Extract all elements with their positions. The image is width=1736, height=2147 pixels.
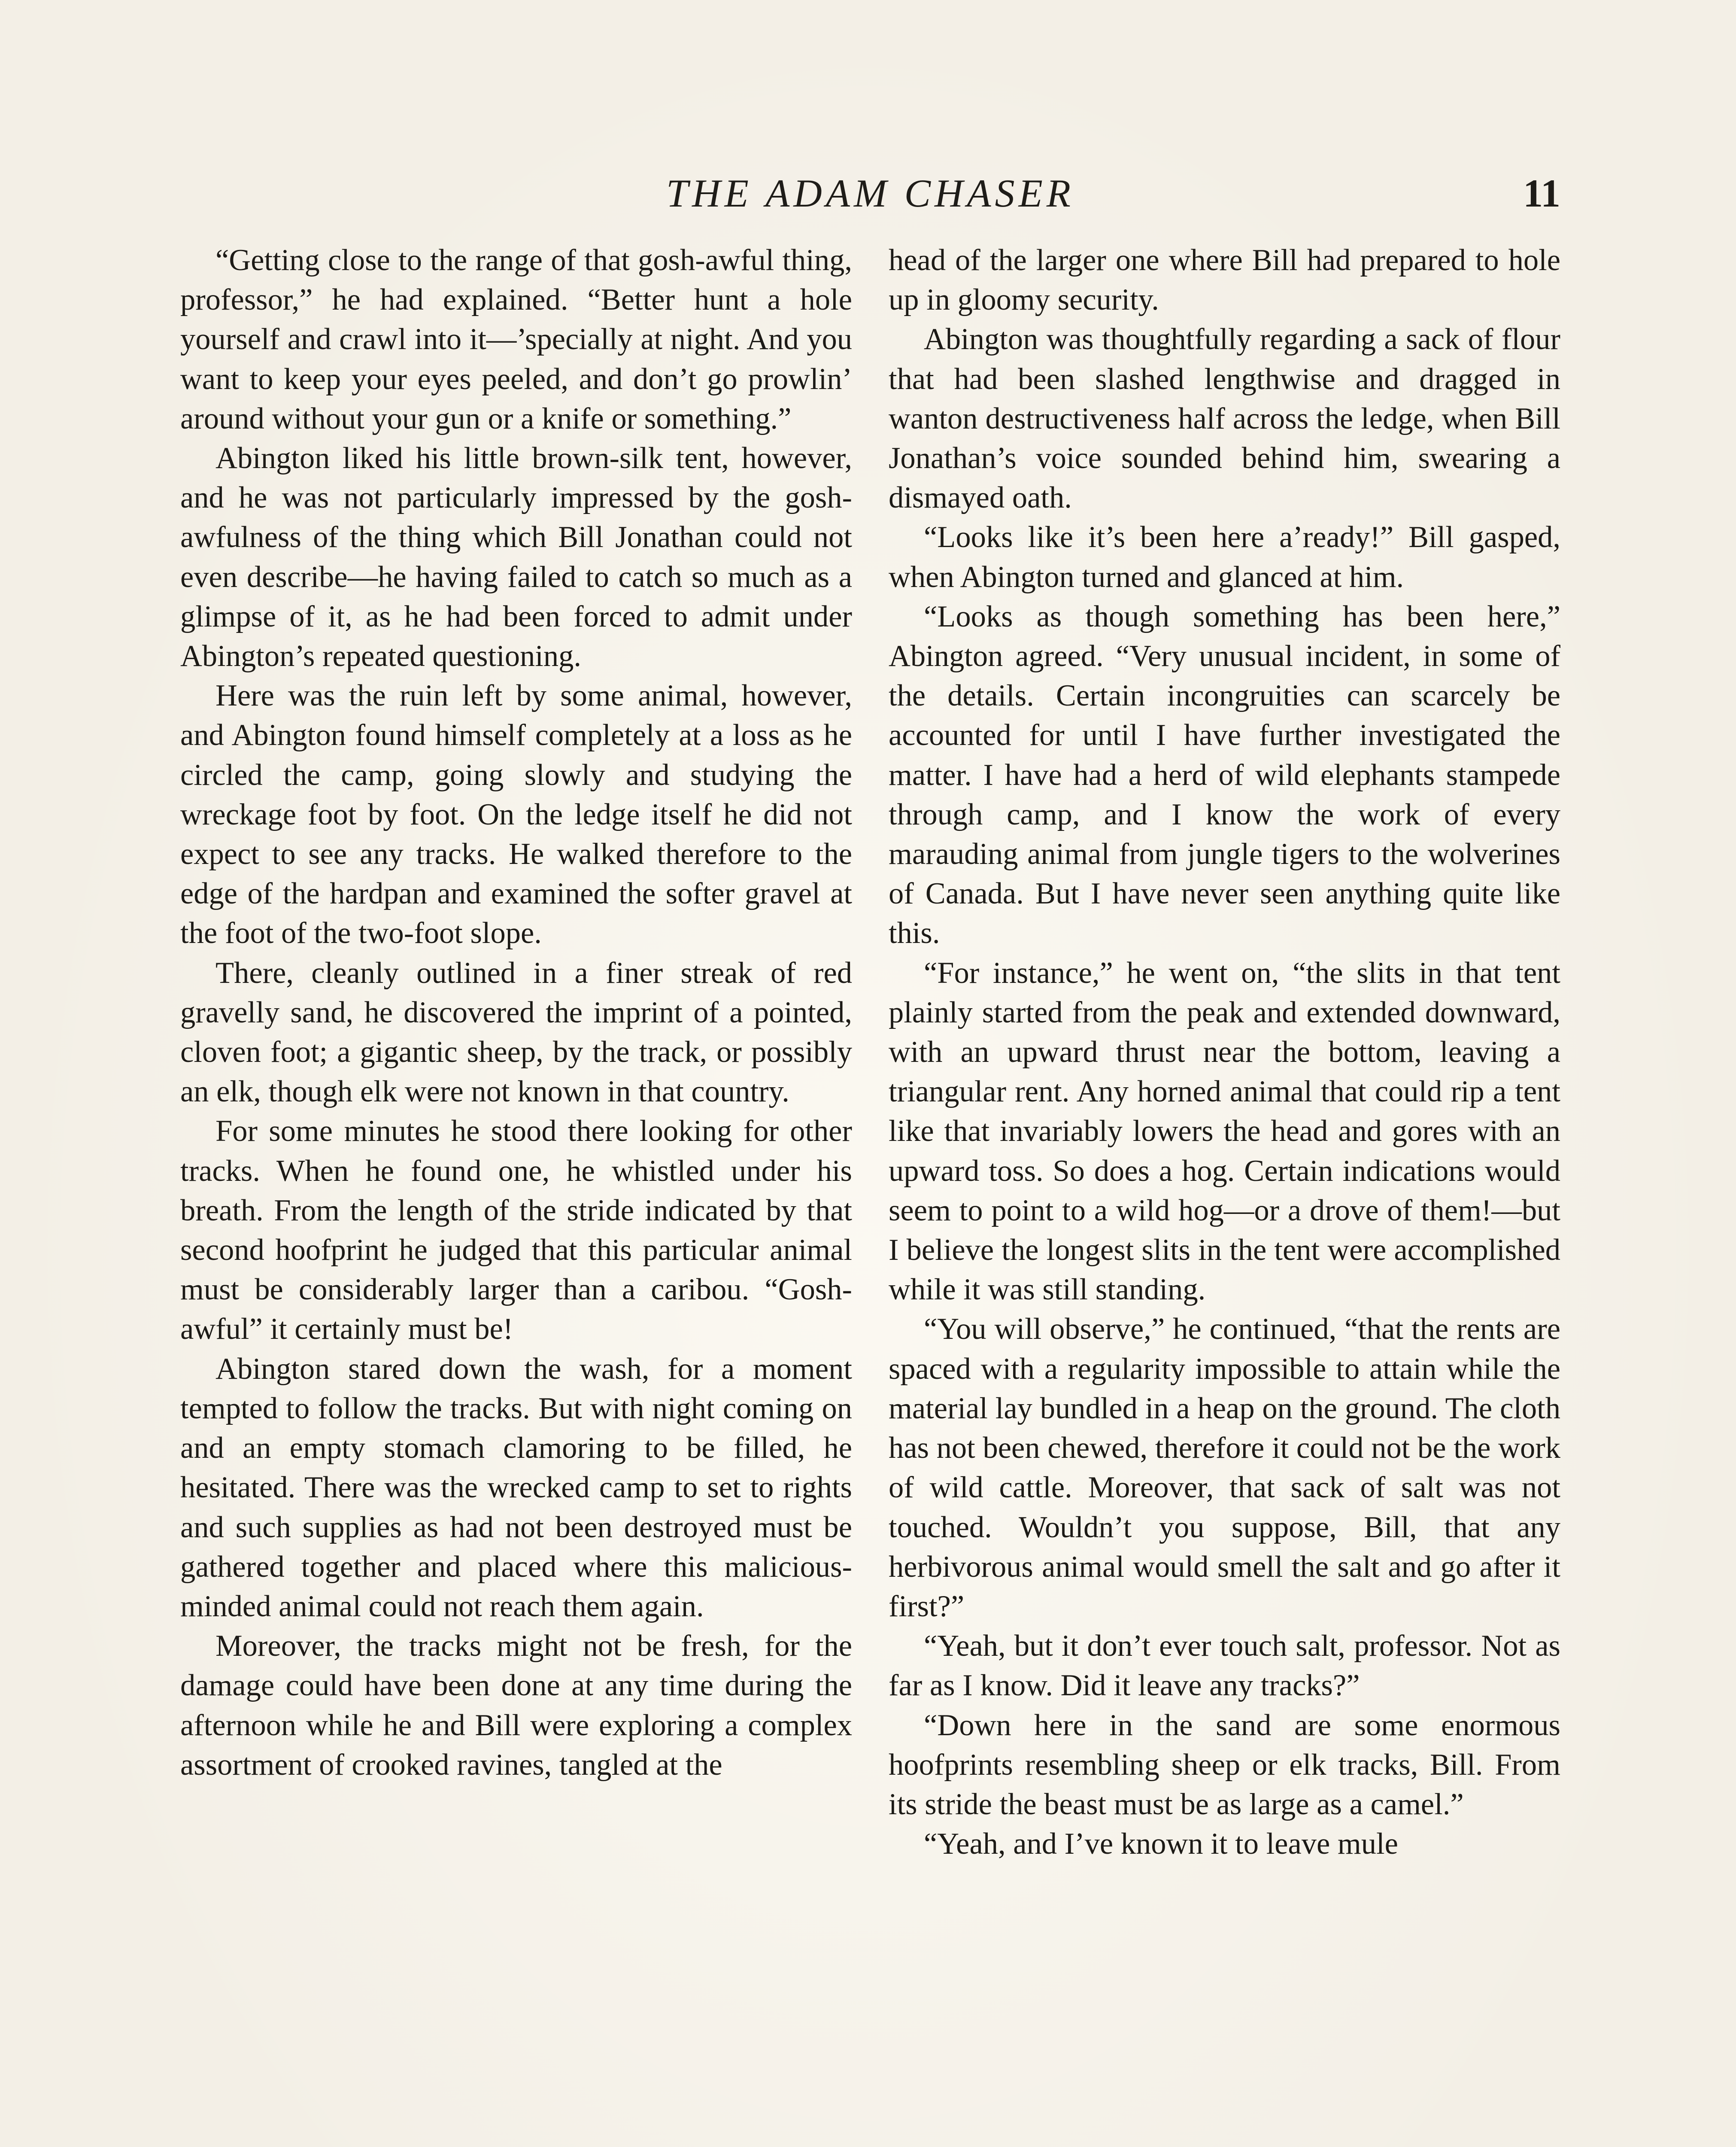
paragraph: Abington stared down the wash, for a moment tempted to follow the tracks. But with night coming on and an empty stomach clamoring to be filled, he hesitated. There was the wrecked camp to set to rights and such supplies as had not been destroyed must be gathered together and placed where this malicious-minded animal could not reach them again.: [180, 1352, 852, 1623]
paragraph: “For instance,” he went on, “the slits in that tent plainly started from the peak and extended downward, with an upward thrust near the bottom, leaving a triangular rent. Any horned animal that could rip a tent like that invariably lowers the head and gores with an upward toss. So does a hog. Certain indications would seem to point to a wild hog—or a drove of them!—but I believe the longest slits in the tent were accomplished while it was still standing.: [889, 956, 1560, 1307]
paragraph: “Looks as though something has been here,” Abington agreed. “Very unusual incident, in some of the details. Certain incongruities can scarcely be accounted for until I have further investigated the matter. I have had a herd of wild elephants stampede through camp, and I know the work of every marauding animal from jungle tigers to the wolverines of Canada. But I have never seen anything quite like this.: [889, 599, 1560, 950]
running-title: THE ADAM CHASER: [666, 171, 1074, 215]
paragraph: Abington liked his little brown-silk tent, however, and he was not particularly impressed by the gosh-awfulness of the thing which Bill Jonathan could not even describe—he having failed to catch so much as a glimpse of it, as he had been forced to admit under Abington’s repeated questioning.: [180, 441, 852, 673]
paragraph: “Getting close to the range of that gosh-awful thing, professor,” he had explained. “Better hunt a hole yourself and crawl into it—’specially at night. And you want to keep your eyes peeled, and don’t go prowlin’ around without your gun or a knife or something.”: [180, 243, 852, 435]
paragraph: For some minutes he stood there looking for other tracks. When he found one, he whistled under his breath. From the length of the stride indicated by that second hoofprint he judged that this particular animal must be considerably larger than a caribou. “Gosh-awful” it certainly must be!: [180, 1114, 852, 1346]
paragraph: “You will observe,” he continued, “that the rents are spaced with a regularity impossible to attain while the material lay bundled in a heap on the ground. The cloth has not been chewed, therefore it could not be the work of wild cattle. Moreover, that sack of salt was not touched. Wouldn’t you suppose, Bill, that any herbivorous animal would smell the salt and go after it first?”: [889, 1312, 1560, 1623]
paragraph: “Yeah, but it don’t ever touch salt, professor. Not as far as I know. Did it leave any tracks?”: [889, 1629, 1560, 1703]
page-header: [180, 167, 1560, 219]
paragraph: Here was the ruin left by some animal, however, and Abington found himself completely at a loss as he circled the camp, going slowly and studying the wreckage foot by foot. On the ledge itself he did not expect to see any tracks. He walked therefore to the edge of the hardpan and examined the softer gravel at the foot of the two-foot slope.: [180, 679, 852, 950]
paragraph: “Down here in the sand are some enormous hoofprints resembling sheep or elk tracks, Bill. From its stride the beast must be as large as a camel.”: [889, 1708, 1560, 1821]
left-column: [180, 240, 852, 1785]
paragraph: There, cleanly outlined in a finer streak of red gravelly sand, he discovered the imprint of a pointed, cloven foot; a gigantic sheep, by the track, or possibly an elk, though elk were not known in that country.: [180, 956, 852, 1109]
right-column: [889, 240, 1560, 1864]
paragraph-continued: head of the larger one where Bill had prepared to hole up in gloomy security.: [889, 243, 1560, 317]
paragraph: “Looks like it’s been here a’ready!” Bill gasped, when Abington turned and glanced at him.: [889, 520, 1560, 594]
page-number: 11: [1523, 171, 1560, 215]
paragraph: Abington was thoughtfully regarding a sack of flour that had been slashed lengthwise and dragged in wanton destructiveness half across the ledge, when Bill Jonathan’s voice sounded behind him, swearing a dismayed oath.: [889, 322, 1560, 515]
paragraph: “Yeah, and I’ve known it to leave mule: [924, 1827, 1398, 1861]
paragraph: Moreover, the tracks might not be fresh, for the damage could have been done at any time during the afternoon while he and Bill were exploring a complex assortment of crooked ravines, tangled at the: [180, 1629, 852, 1782]
